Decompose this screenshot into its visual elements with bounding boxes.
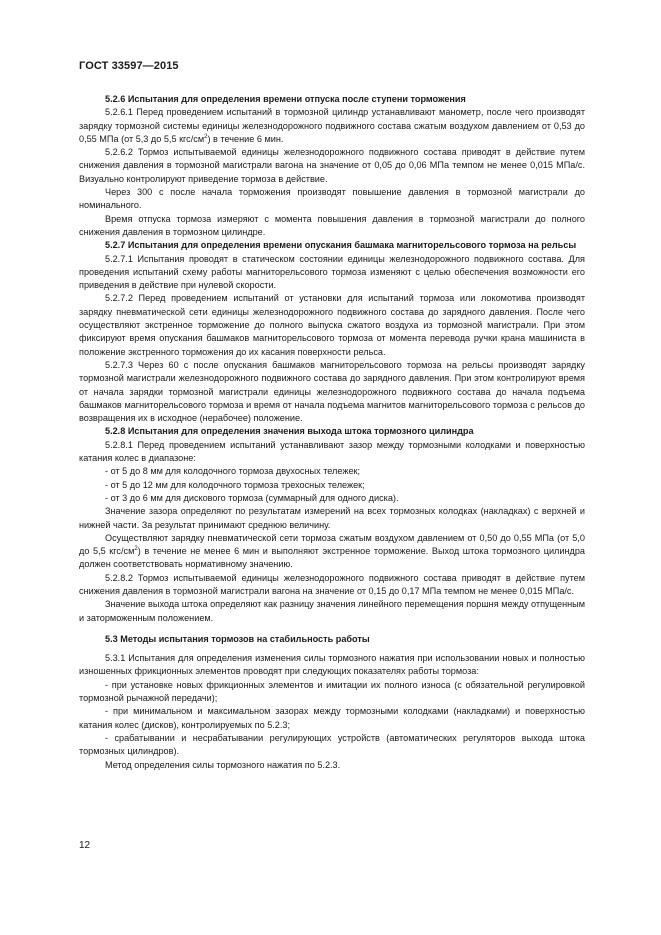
clause-5-2-8-1: 5.2.8.1 Перед проведением испытаний устанавливают зазор между тормозными колодками и поверхностью катания колес в диапазоне: [79,439,585,464]
paragraph [79,532,585,572]
clause-5-2-6-1-text: 5.2.6.1 Перед проведением испытаний в тормозной цилиндр устанавливают манометр, после чего производят зарядку тормозной системы единицы железнодорожного подвижного состава сжатым воздухом давлением от 0,53 до 0,55 МПа (от 5,3 до 5,5 кгс/см [79,107,585,144]
standard-header: ГОСТ 33597—2015 [79,60,179,72]
page-number: 12 [79,840,91,851]
charge-text-end: ) в течение не менее 6 мин и выполняют экстренное торможение. Выход штока тормозного цилиндра должен соответствовать нормативному значению. [79,546,585,570]
clause-5-2-7-3: 5.2.7.3 Через 60 с после опускания башмаков магниторельсового тормоза на рельсы производят зарядку тормозной магистрали железнодорожного подвижного состава до зарядного давления. При этом контролируют время от начала зарядки тормозной магистрали единицы железнодорожного подвижного состава до начала подъема башмаков магниторельсового тормоза и время от начала подъема магнитов магниторельсового тормоза с рельсов до возвращения их в исходное (нерабочее) положение. [79,359,585,424]
list-item: - от 3 до 6 мм для дискового тормоза (суммарный для одного диска). [105,492,399,503]
clause-5-2-6-1 [79,106,585,146]
document-body [79,93,585,772]
clause-5-2-6-2: 5.2.6.2 Тормоз испытываемой единицы железнодорожного подвижного состава приводят в действие путем снижения давления в тормозной магистрали вагона на значение от 0,05 до 0,06 МПа темпом не менее 0,015 МПа/с. Визуально контролируют приведение тормоза в действие. [79,147,585,184]
section-5-2-8-heading: 5.2.8 Испытания для определения значения выхода штока тормозного цилиндра [105,426,474,437]
list-item: - при установке новых фрикционных элементов и имитации их полного износа (с обязательной регулировкой тормозной рычажной передачи); [79,679,585,704]
clause-5-2-6-1-text-end: ) в течение 6 мин. [207,133,284,144]
list-item: - от 5 до 8 мм для колодочного тормоза двухосных тележек; [105,466,361,477]
clause-5-3-1: 5.3.1 Испытания для определения изменения силы тормозного нажатия при использовании новых и полностью изношенных фрикционных элементов проводят при следующих показателях работы тормоза: [79,653,585,677]
paragraph: Время отпуска тормоза измеряют с момента повышения давления в тормозной магистрали до полного снижения давления в тормозном цилиндре. [79,213,585,237]
section-5-2-6-heading: 5.2.6 Испытания для определения времени отпуска после ступени торможения [105,94,466,104]
charge-text: Осуществляют зарядку пневматической сети тормоза сжатым воздухом давлением от 0,50 до 0,55 МПа (от 5,0 до 5,5 кгс/см [79,532,585,557]
list-item: - при минимальном и максимальном зазорах между тормозными колодками (накладками) и поверхностью катания колес (дисков), контролируемых по 5.2.3; [79,706,585,730]
list-item: - от 5 до 12 мм для колодочного тормоза трехосных тележек; [105,479,365,490]
section-5-2-7-heading: 5.2.7 Испытания для определения времени опускания башмака магниторельсового тормоза на рельсы [105,240,577,251]
paragraph: Метод определения силы тормозного нажатия по 5.2.3. [105,759,341,770]
paragraph: Через 300 с после начала торможения производят повышение давления в тормозной магистрали до номинального. [79,187,585,211]
superscript-2: 2 [204,133,208,140]
clause-5-2-7-1: 5.2.7.1 Испытания проводят в статическом состоянии единицы железнодорожного подвижного состава. Для проведения испытаний схему работы магниторельсового тормоза изменяют с целью обеспечения возможности его приведения в действие при нулевой скорости. [79,253,585,291]
paragraph: Значение выхода штока определяют как разницу значения линейного перемещения поршня между отпущенным и заторможенным положением. [79,599,585,623]
superscript-2: 2 [134,546,138,553]
clause-5-2-8-2: 5.2.8.2 Тормоз испытываемой единицы железнодорожного подвижного состава приводят в действие путем снижения давления в тормозной магистрали вагона на значение от 0,15 до 0,17 МПа темпом не менее 0,015 МПа/с. [79,572,585,596]
list-item: - срабатывании и несрабатывании регулирующих устройств (автоматических регуляторов выхода штока тормозных цилиндров). [79,732,585,757]
paragraph: Значение зазора определяют по результатам измерений на всех тормозных колодках (накладках) с верхней и нижней части. За результат принимают среднюю величину. [79,506,585,530]
clause-5-2-7-2: 5.2.7.2 Перед проведением испытаний от установки для испытаний тормоза или локомотива производят зарядку пневматической сети единицы железнодорожного подвижного состава до зарядного давления. После чего осуществляют экстренное торможение до полного выпуска сжатого воздуха из тормозной магистрали. При этом фиксируют время опускания башмаков магниторельсового тормоза от момента перевода ручки крана машиниста в положение экстренного торможения до их касания поверхности рельса. [79,293,585,357]
section-5-3-heading: 5.3 Методы испытания тормозов на стабильность работы [105,633,370,644]
